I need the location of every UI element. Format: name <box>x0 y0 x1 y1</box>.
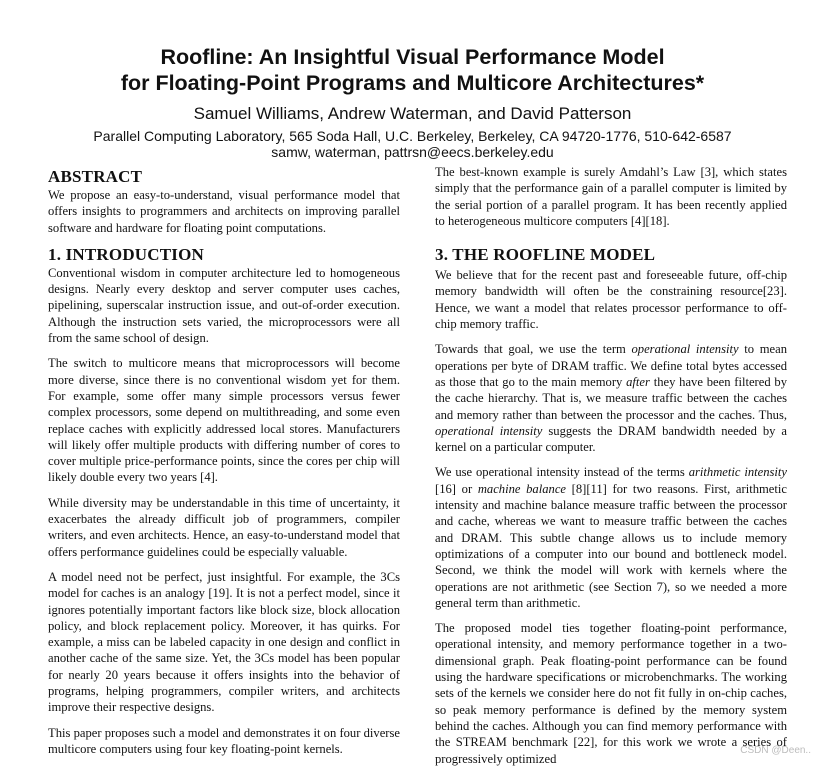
amdahl-paragraph: The best-known example is surely Amdahl’s Law [3], which states simply that the performance gain of a parallel computer is limited by the serial portion of a parallel program. It has been recently applied to heterogeneous multicore computers [4][18]. <box>435 165 787 228</box>
abstract-text: We propose an easy-to-understand, visual performance model that offers insights to programmers and architects on improving parallel software and hardware for floating point computations. <box>48 188 400 235</box>
abstract-heading: ABSTRACT <box>48 167 143 186</box>
p2-text-d: suggests the DRAM bandwidth needed by a kernel on a particular computer. <box>435 423 787 455</box>
p2-term-after: after <box>626 374 650 389</box>
p3-term-arithmetic-intensity: arithmetic intensity <box>688 465 787 480</box>
p3-text-b: [16] or <box>435 481 478 496</box>
p2-term-operational-intensity: operational intensity <box>631 342 739 357</box>
title-line-2: for Floating-Point Programs and Multicore Architectures* <box>120 71 705 95</box>
title-line-1: Roofline: An Insightful Visual Performance Model <box>160 45 665 69</box>
intro-paragraph-4: A model need not be perfect, just insightful. For example, the 3Cs model for caches is an analogy [19]. It is not a perfect model, since it ignores potentially important factors like block size, block allocation policy, and block replacement policy. Moreover, it has quirks. For example, a miss can be labeled capacity in one design and conflict in another cache of the same size. Yet, the 3Cs model has been popular for nearly 20 years because it offers insights into the behavior of programs, helping programmers, compiler writers, and architects improve their respective designs. <box>48 569 400 715</box>
intro-paragraph-1: Conventional wisdom in computer architecture led to homogeneous designs. Nearly every desktop and server computer uses caches, pipelining, superscalar instruction issue, and out-of-order execution. Although the instruction sets varied, the microprocessors were all from the same school of design. <box>48 265 400 346</box>
intro-paragraph-5: This paper proposes such a model and demonstrates it on four diverse multicore computers using four key floating-point kernels. <box>48 725 400 756</box>
emails: samw, waterman, pattrsn@eecs.berkeley.edu <box>271 144 554 160</box>
left-column <box>48 164 400 766</box>
roofline-paragraph-2 <box>435 341 787 455</box>
intro-paragraph-2: The switch to multicore means that microprocessors will become more diverse, since there is no conventional wisdom yet for them. For example, some offer many simple processors versus fewer complex processors, some depend on multithreading, and some even replace caches with explicitly addressed local stores. Manufacturers will likely offer multiple products with differing number of cores to cover multiple price-performance points, since the cores per chip will likely double every two years [4]. <box>48 356 400 485</box>
authors: Samuel Williams, Andrew Waterman, and David Patterson <box>193 104 632 123</box>
paper-title <box>0 44 825 96</box>
roofline-paragraph-3 <box>435 464 787 611</box>
p2-text-a: Towards that goal, we use the term <box>435 342 632 357</box>
roofline-heading: 3. THE ROOFLINE MODEL <box>435 245 656 265</box>
p2-text-c: they have been filtered by the cache hierarchy. That is, we measure traffic between the caches and memory rather than between the processor and the caches. Thus, <box>435 374 787 422</box>
p2-text-b: to mean operations per byte of DRAM traffic. We define total bytes accessed as those that go to the main memory <box>435 342 787 389</box>
right-column <box>435 164 787 766</box>
p2-term-operational-intensity-2: operational intensity <box>435 423 543 438</box>
p3-text-c: [8][11] for two reasons. First, arithmetic intensity and machine balance measure traffic between the processor and cache, whereas we want to measure traffic between the caches and DRAM. This subtle change allows us to include memory optimizations of a computer into our bound and bottleneck model. Second, we think the model will work with kernels where the operations are not arithmetic (see Section 7), so we needed a more general term than arithmetic. <box>435 481 787 610</box>
watermark: CSDN @Deen.. <box>740 745 811 756</box>
roofline-paragraph-4: The proposed model ties together floating-point performance, operational intensity, and memory performance together in a two-dimensional graph. Peak floating-point performance can be found using the hardware specifications or microbenchmarks. The working sets of the kernels we consider here do not fit fully in on-chip caches, so peak memory performance is defined by the memory system behind the caches. Although you can find memory performance with the STREAM benchmark [22], for this work we wrote a series of progressively optimized <box>435 621 787 766</box>
p3-text-a: We use operational intensity instead of the terms <box>435 465 689 480</box>
intro-paragraph-3: While diversity may be understandable in this time of uncertainty, it exacerbates the already difficult job of programmers, compiler writers, and even architects. Hence, an easy-to-understand model that offers performance guidelines could be especially valuable. <box>48 495 400 559</box>
p3-term-machine-balance: machine balance <box>477 481 567 496</box>
roofline-paragraph-1: We believe that for the recent past and foreseeable future, off-chip memory bandwidth will often be the constraining resource[23]. Hence, we want a model that relates processor performance to off-chip memory traffic. <box>435 268 787 332</box>
affiliation: Parallel Computing Laboratory, 565 Soda Hall, U.C. Berkeley, Berkeley, CA 94720-1776, 510-642-6587 <box>93 128 732 144</box>
introduction-heading: 1. INTRODUCTION <box>48 244 205 264</box>
affiliation-block <box>0 128 825 160</box>
